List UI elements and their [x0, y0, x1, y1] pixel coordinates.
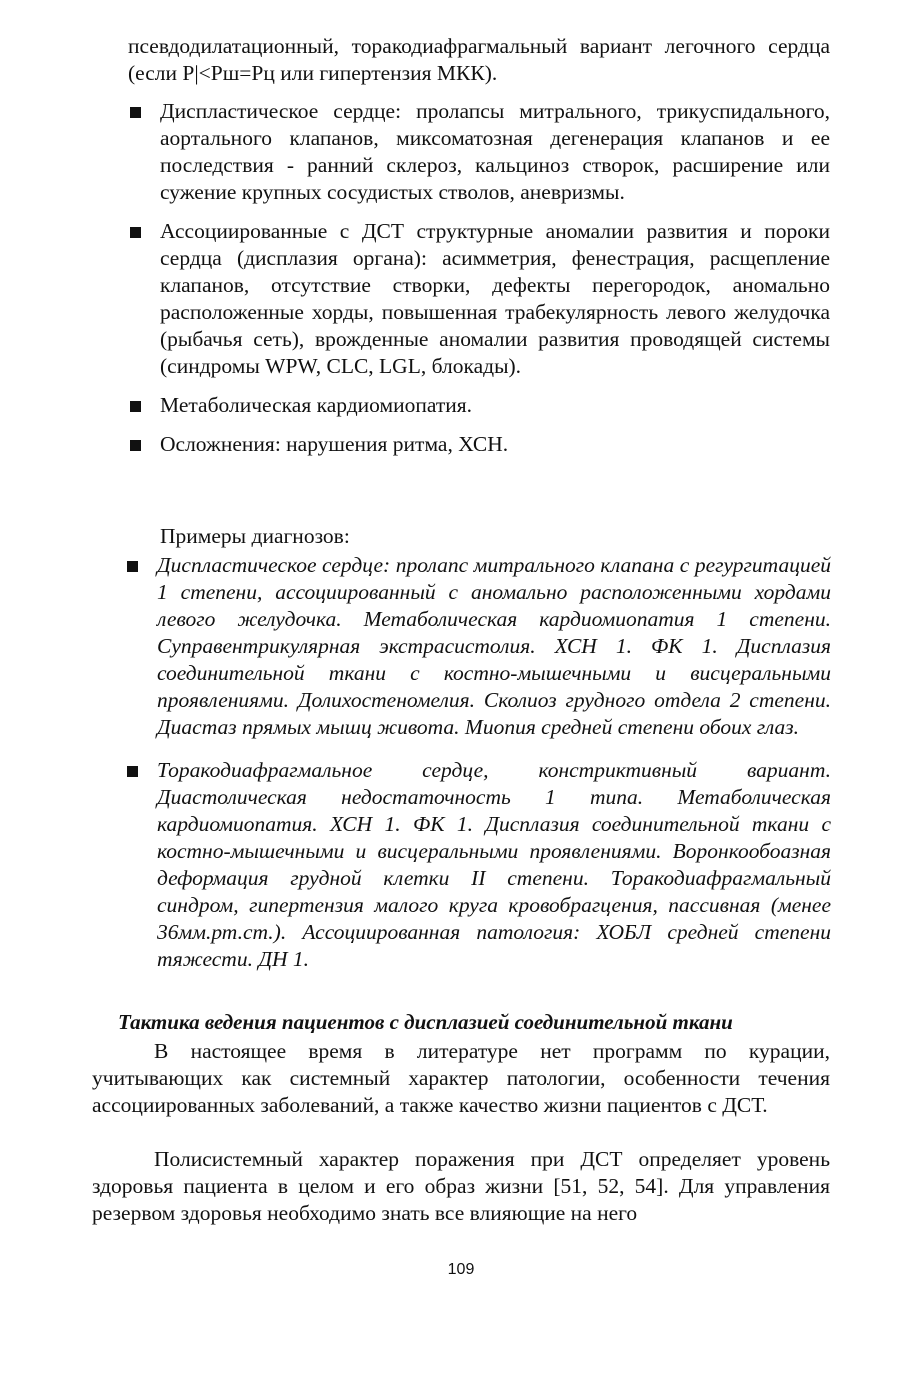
list-item-text: Диспластическое сердце: пролапсы митрального, трикуспидального, аортального клапанов, миксоматозная дегенерация клапанов и ее последствия - ранний склероз, кальциноз створок, расширение или сужение крупных сосудистых стволов, аневризмы. [160, 99, 830, 204]
example-text: Диспластическое сердце: пролапс митрального клапана с регургитацией 1 степени, ассоциированный с аномально расположенными хордами левого желудочка. Метаболическая кардиомиопатия 1 степени. Суправентрикулярная экстрасистолия. ХСН 1. ФК 1. Дисплазия соединительной ткани с костно-мышечными и висцеральными проявлениями. Долихостеномелия. Сколиоз грудного отдела 2 степени. Диастаз прямых мышц живота. Миопия средней степени обоих глаз. [157, 553, 831, 739]
example-item [127, 552, 831, 741]
example-text: Торакодиафрагмальное сердце, констриктивный вариант. Диастолическая недостаточность 1 типа. Метаболическая кардиомиопатия. ХСН 1. ФК 1. Дисплазия соединительной ткани с костно-мышечными и висцеральными проявлениями. Воронкообоазная деформация грудной клетки II степени. Торакодиафрагмальный синдром, гипертензия малого круга кровобрагцения, пассивная (менее 36мм.рт.ст.). Ассоциированная патология: ХОБЛ средней степени тяжести. ДН 1. [157, 758, 831, 971]
top-paragraph: псевдодилатационный, торакодиафрагмальный вариант легочного сердца (если Р|<Рш=Рц или гипертензия МКК). [128, 34, 830, 85]
examples-heading: Примеры диагнозов: [160, 524, 350, 548]
list-item-text: Осложнения: нарушения ритма, ХСН. [160, 432, 509, 456]
square-bullet-icon [130, 107, 141, 118]
list-item [130, 431, 830, 458]
list-item [130, 392, 830, 419]
list-item-text: Ассоциированные с ДСТ структурные аномалии развития и пороки сердца (дисплазия органа): асимметрия, фенестрация, расщепление клапанов, отсутствие створки, дефекты перегородок, аномально расположенные хорды, повышенная трабекулярность левого желудочка (рыбачья сеть), врожденные аномалии развития проводящей системы (синдромы WPW, CLC, LGL, блокады). [160, 219, 830, 378]
examples-list [127, 552, 831, 985]
page-number: 109 [447, 1261, 475, 1278]
list-item [130, 218, 830, 380]
square-bullet-icon [130, 440, 141, 451]
square-bullet-icon [127, 766, 138, 777]
body-paragraph: Полисистемный характер поражения при ДСТ определяет уровень здоровья пациента в целом и его образ жизни [51, 52, 54]. Для управления резервом здоровья необходимо знать все влияющие на него [92, 1147, 830, 1225]
body-paragraph: В настоящее время в литературе нет программ по курации, учитывающих как системный характер патологии, особенности течения ассоциированных заболеваний, а также качество жизни пациентов с ДСТ. [92, 1039, 830, 1117]
list-item-text: Метаболическая кардиомиопатия. [160, 393, 473, 417]
findings-list [130, 98, 830, 470]
square-bullet-icon [130, 227, 141, 238]
square-bullet-icon [130, 401, 141, 412]
example-item [127, 757, 831, 973]
list-item [130, 98, 830, 206]
square-bullet-icon [127, 561, 138, 572]
section-heading: Тактика ведения пациентов с дисплазией соединительной ткани [118, 1010, 733, 1034]
